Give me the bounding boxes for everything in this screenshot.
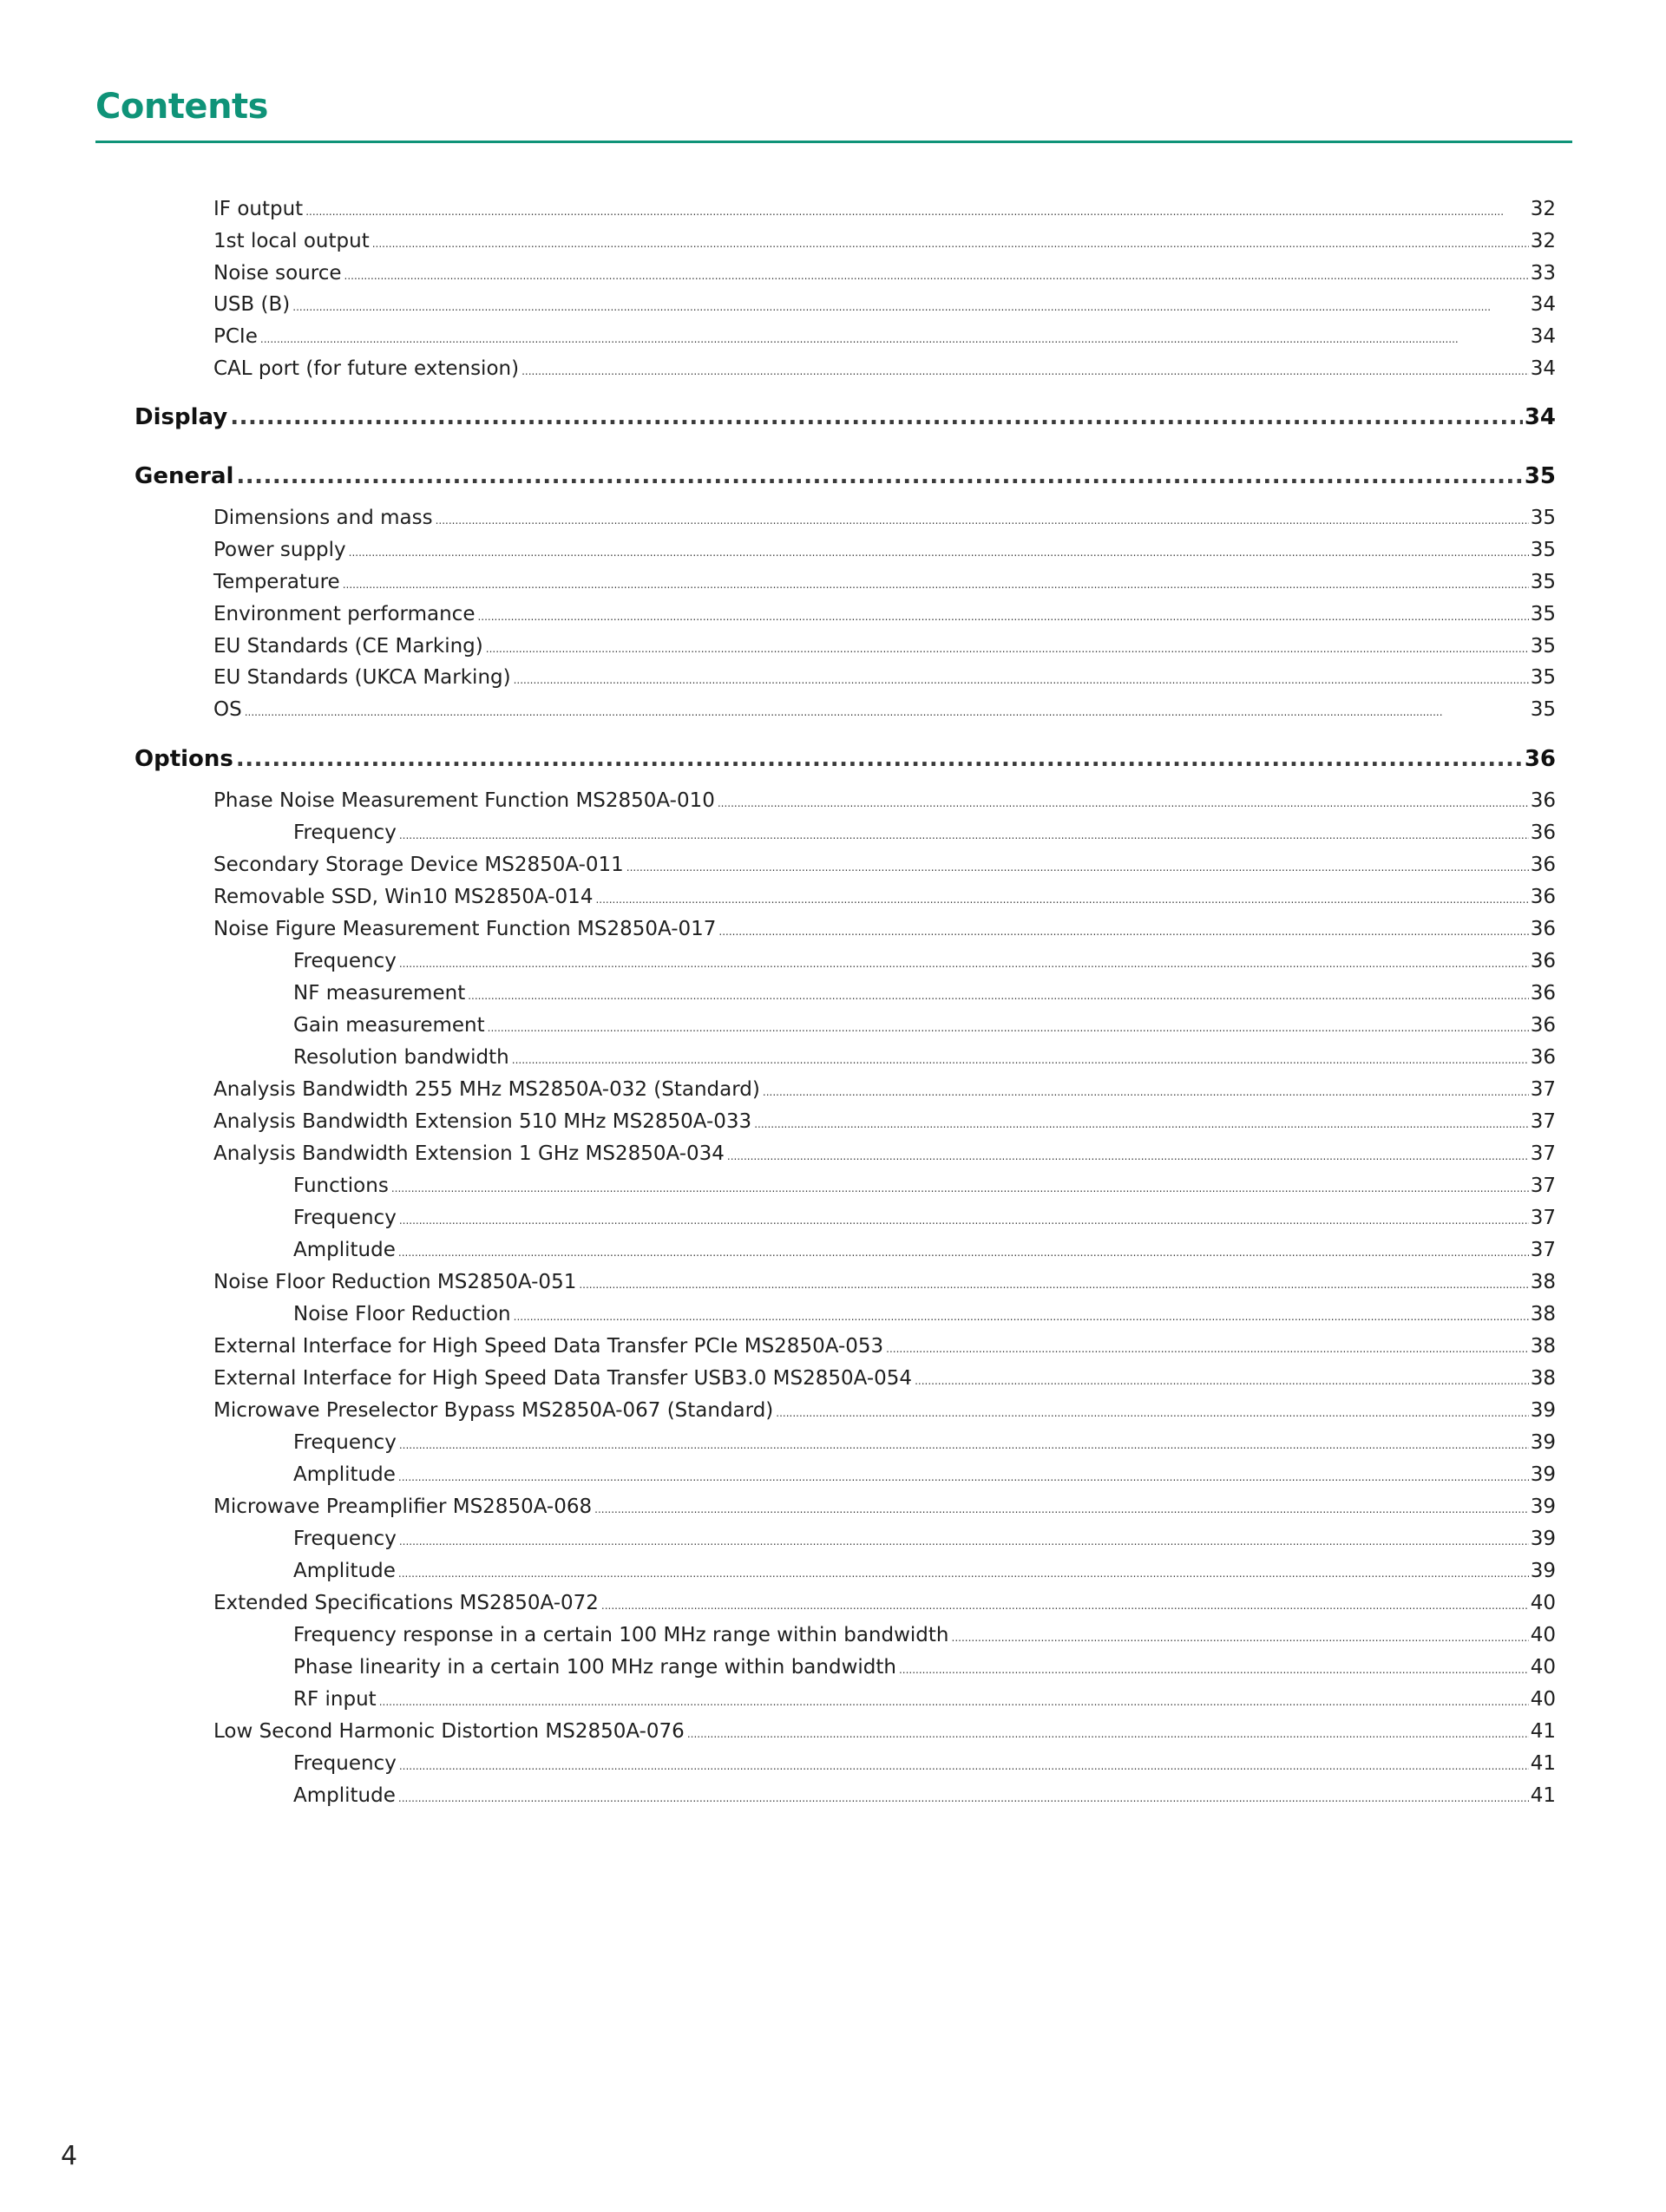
toc-entry[interactable] — [213, 507, 1556, 529]
toc-entry[interactable] — [213, 571, 1556, 593]
toc-entry-label: Amplitude — [293, 1784, 396, 1807]
toc-entry-label: RF input — [293, 1688, 377, 1711]
toc-entry-page: 39 — [1530, 1463, 1556, 1486]
toc-entry[interactable] — [213, 1495, 1556, 1518]
toc-entry-page: 37 — [1530, 1175, 1556, 1197]
toc-dot-leader — [399, 958, 1529, 970]
toc-dot-leader — [398, 1247, 1529, 1259]
toc-entry-page: 40 — [1530, 1656, 1556, 1679]
toc-section-entry[interactable] — [134, 463, 1556, 489]
toc-entry-label: Noise source — [213, 262, 342, 285]
toc-entry[interactable] — [213, 262, 1556, 285]
toc-entry[interactable] — [293, 1175, 1556, 1197]
toc-entry-label: USB (B) — [213, 293, 291, 316]
toc-dot-leader — [391, 1182, 1529, 1194]
toc-entry-page: 34 — [1530, 293, 1556, 316]
toc-entry[interactable] — [293, 1046, 1556, 1069]
toc-entry[interactable] — [293, 1239, 1556, 1261]
toc-dot-leader — [230, 404, 1523, 430]
toc-dot-leader — [379, 1696, 1529, 1708]
toc-entry[interactable] — [213, 635, 1556, 658]
toc-entry[interactable] — [293, 1014, 1556, 1037]
toc-dot-leader — [436, 514, 1529, 527]
toc-entry-page: 36 — [1530, 886, 1556, 908]
toc-entry-page: 35 — [1530, 603, 1556, 625]
toc-dot-leader — [899, 1664, 1529, 1676]
toc-entry[interactable] — [213, 1335, 1556, 1358]
toc-dot-leader — [245, 706, 1529, 718]
toc-entry-page: 41 — [1530, 1752, 1556, 1775]
toc-entry-label: Temperature — [213, 571, 340, 593]
toc-entry[interactable] — [293, 1463, 1556, 1486]
toc-dot-leader — [579, 1279, 1528, 1291]
toc-dot-leader — [305, 206, 1529, 218]
toc-entry-label: IF output — [213, 198, 304, 220]
toc-entry-label: Secondary Storage Device MS2850A-011 — [213, 854, 624, 876]
toc-entry-page: 39 — [1530, 1528, 1556, 1550]
toc-entry-label: Low Second Harmonic Distortion MS2850A-076 — [213, 1720, 685, 1743]
toc-entry-label: Phase linearity in a certain 100 MHz range within bandwidth — [293, 1656, 896, 1679]
toc-entry-label: Options — [134, 746, 233, 772]
toc-entry-page: 41 — [1530, 1720, 1556, 1743]
toc-dot-leader — [399, 1439, 1529, 1451]
toc-entry[interactable] — [293, 821, 1556, 844]
toc-entry[interactable] — [213, 539, 1556, 561]
toc-dot-leader — [514, 674, 1529, 686]
toc-entry-page: 38 — [1530, 1303, 1556, 1325]
toc-dot-leader — [477, 611, 1528, 623]
toc-entry-label: EU Standards (CE Marking) — [213, 635, 483, 658]
toc-entry-page: 39 — [1530, 1431, 1556, 1454]
toc-entry-page: 39 — [1530, 1560, 1556, 1582]
toc-entry[interactable] — [213, 230, 1556, 252]
toc-entry-label: Power supply — [213, 539, 346, 561]
toc-section-entry[interactable] — [134, 404, 1556, 430]
title-divider — [95, 141, 1572, 143]
toc-entry-label: NF measurement — [293, 982, 466, 1005]
toc-dot-leader — [512, 1054, 1529, 1066]
toc-entry[interactable] — [293, 1431, 1556, 1454]
toc-entry-label: General — [134, 463, 234, 489]
toc-entry-page: 36 — [1530, 789, 1556, 812]
toc-entry-label: Removable SSD, Win10 MS2850A-014 — [213, 886, 594, 908]
toc-dot-leader — [601, 1600, 1529, 1612]
toc-entry-page: 39 — [1530, 1495, 1556, 1518]
toc-entry[interactable] — [213, 666, 1556, 689]
toc-dot-leader — [236, 746, 1523, 772]
toc-entry[interactable] — [213, 1592, 1556, 1614]
toc-entry-page: 35 — [1530, 571, 1556, 593]
toc-dot-leader — [399, 1214, 1529, 1227]
toc-entry-label: Gain measurement — [293, 1014, 485, 1037]
toc-entry[interactable] — [293, 1656, 1556, 1679]
toc-entry[interactable] — [213, 854, 1556, 876]
toc-entry-page: 35 — [1530, 698, 1556, 721]
toc-entry-label: Frequency — [293, 950, 397, 972]
toc-entry-label: External Interface for High Speed Data Transfer PCIe MS2850A-053 — [213, 1335, 884, 1358]
toc-entry-page: 36 — [1530, 950, 1556, 972]
toc-entry[interactable] — [213, 603, 1556, 625]
toc-entry-page: 36 — [1530, 1014, 1556, 1037]
toc-entry-page: 35 — [1530, 539, 1556, 561]
toc-entry-label: Analysis Bandwidth 255 MHz MS2850A-032 (Standard) — [213, 1078, 760, 1101]
toc-entry-label: Frequency — [293, 1528, 397, 1550]
toc-entry-page: 34 — [1530, 357, 1556, 380]
toc-entry[interactable] — [213, 1399, 1556, 1422]
toc-dot-leader — [595, 893, 1528, 906]
toc-entry-page: 38 — [1530, 1271, 1556, 1293]
toc-entry-label: Microwave Preselector Bypass MS2850A-067 (Standard) — [213, 1399, 774, 1422]
toc-entry-page: 37 — [1530, 1207, 1556, 1229]
toc-entry-label: EU Standards (UKCA Marking) — [213, 666, 511, 689]
toc-entry-page: 35 — [1530, 635, 1556, 658]
toc-entry-label: Noise Figure Measurement Function MS2850A-017 — [213, 918, 717, 940]
toc-entry[interactable] — [293, 1784, 1556, 1807]
toc-entry-page: 36 — [1530, 982, 1556, 1005]
toc-dot-leader — [486, 643, 1529, 655]
toc-entry-label: Noise Floor Reduction MS2850A-051 — [213, 1271, 577, 1293]
toc-entry-page: 40 — [1530, 1592, 1556, 1614]
toc-entry-page: 36 — [1530, 918, 1556, 940]
toc-entry[interactable] — [213, 886, 1556, 908]
toc-entry[interactable] — [213, 1078, 1556, 1101]
toc-entry-page: 36 — [1530, 1046, 1556, 1069]
toc-dot-leader — [398, 1792, 1529, 1804]
toc-dot-leader — [236, 463, 1522, 489]
toc-entry-label: Frequency — [293, 1431, 397, 1454]
toc-dot-leader — [398, 1471, 1529, 1483]
toc-dot-leader — [952, 1632, 1529, 1644]
toc-entry-page: 35 — [1530, 666, 1556, 689]
toc-dot-leader — [718, 797, 1529, 809]
toc-entry-page: 34 — [1530, 325, 1556, 348]
toc-entry-page: 40 — [1530, 1688, 1556, 1711]
toc-entry[interactable] — [213, 698, 1556, 721]
toc-entry-page: 37 — [1530, 1142, 1556, 1165]
toc-entry-label: Functions — [293, 1175, 389, 1197]
toc-entry-label: Frequency — [293, 1752, 397, 1775]
toc-entry-page: 36 — [1530, 854, 1556, 876]
toc-dot-leader — [915, 1375, 1529, 1387]
toc-entry[interactable] — [293, 1624, 1556, 1646]
toc-dot-leader — [776, 1407, 1528, 1419]
toc-entry-label: OS — [213, 698, 242, 721]
toc-entry[interactable] — [213, 1367, 1556, 1390]
toc-dot-leader — [521, 365, 1529, 377]
toc-entry[interactable] — [293, 1560, 1556, 1582]
toc-entry[interactable] — [213, 198, 1556, 220]
toc-entry-page: 39 — [1530, 1399, 1556, 1422]
toc-dot-leader — [754, 1118, 1529, 1130]
page-number: 4 — [61, 2141, 78, 2171]
toc-entry[interactable] — [213, 918, 1556, 940]
toc-entry-label: Amplitude — [293, 1560, 396, 1582]
toc-dot-leader — [488, 1022, 1529, 1034]
toc-dot-leader — [514, 1311, 1529, 1323]
toc-entry[interactable] — [293, 982, 1556, 1005]
toc-section-entry[interactable] — [134, 746, 1556, 772]
toc-entry-page: 33 — [1530, 262, 1556, 285]
toc-entry[interactable] — [293, 1528, 1556, 1550]
toc-dot-leader — [727, 1150, 1529, 1162]
toc-dot-leader — [399, 1535, 1529, 1548]
toc-dot-leader — [687, 1728, 1529, 1740]
toc-entry-label: CAL port (for future extension) — [213, 357, 520, 380]
toc-entry-label: Analysis Bandwidth Extension 510 MHz MS2850A-033 — [213, 1110, 752, 1133]
toc-dot-leader — [886, 1343, 1529, 1355]
toc-entry-label: Frequency — [293, 821, 397, 844]
toc-entry[interactable] — [213, 1271, 1556, 1293]
toc-dot-leader — [349, 546, 1529, 559]
toc-entry-label: Display — [134, 404, 228, 430]
toc-entry[interactable] — [213, 789, 1556, 812]
toc-entry-label: 1st local output — [213, 230, 370, 252]
toc-entry-page: 37 — [1530, 1239, 1556, 1261]
toc-entry-label: Extended Specifications MS2850A-072 — [213, 1592, 599, 1614]
toc-entry-page: 32 — [1530, 230, 1556, 252]
toc-dot-leader — [718, 926, 1528, 938]
toc-entry-page: 34 — [1524, 404, 1556, 430]
toc-dot-leader — [468, 990, 1529, 1002]
toc-entry-label: External Interface for High Speed Data Transfer USB3.0 MS2850A-054 — [213, 1367, 913, 1390]
toc-dot-leader — [343, 579, 1529, 591]
toc-entry-label: Environment performance — [213, 603, 476, 625]
toc-entry[interactable] — [213, 357, 1556, 380]
toc-entry-page: 38 — [1530, 1335, 1556, 1358]
toc-entry-page: 37 — [1530, 1110, 1556, 1133]
toc-entry-label: Analysis Bandwidth Extension 1 GHz MS2850A-034 — [213, 1142, 725, 1165]
toc-entry-page: 38 — [1530, 1367, 1556, 1390]
toc-entry-page: 35 — [1524, 463, 1556, 489]
toc-entry-label: PCIe — [213, 325, 258, 348]
toc-dot-leader — [344, 270, 1529, 282]
toc-entry[interactable] — [213, 325, 1556, 348]
toc-dot-leader — [292, 301, 1528, 313]
toc-entry-label: Resolution bandwidth — [293, 1046, 509, 1069]
toc-dot-leader — [594, 1503, 1529, 1515]
toc-entry-label: Amplitude — [293, 1463, 396, 1486]
toc-dot-leader — [763, 1086, 1529, 1098]
toc-dot-leader — [398, 1567, 1529, 1580]
toc-entry[interactable] — [293, 1688, 1556, 1711]
toc-entry-page: 32 — [1530, 198, 1556, 220]
toc-entry-page: 35 — [1530, 507, 1556, 529]
toc-dot-leader — [260, 333, 1529, 345]
toc-entry-page: 36 — [1530, 821, 1556, 844]
toc-dot-leader — [626, 861, 1529, 874]
toc-entry[interactable] — [213, 1142, 1556, 1165]
toc-entry-page: 36 — [1524, 746, 1556, 772]
toc-entry[interactable] — [213, 1110, 1556, 1133]
toc-entry[interactable] — [213, 1720, 1556, 1743]
toc-entry[interactable] — [293, 1752, 1556, 1775]
toc-entry-label: Amplitude — [293, 1239, 396, 1261]
toc-entry-label: Frequency — [293, 1207, 397, 1229]
toc-entry-label: Frequency response in a certain 100 MHz range within bandwidth — [293, 1624, 949, 1646]
toc-entry-page: 37 — [1530, 1078, 1556, 1101]
toc-entry[interactable] — [293, 1207, 1556, 1229]
page-title: Contents — [95, 87, 268, 127]
toc-entry-label: Phase Noise Measurement Function MS2850A-010 — [213, 789, 715, 812]
toc-entry[interactable] — [293, 950, 1556, 972]
toc-dot-leader — [399, 1760, 1529, 1772]
toc-entry-label: Noise Floor Reduction — [293, 1303, 511, 1325]
toc-entry[interactable] — [293, 1303, 1556, 1325]
toc-entry-label: Dimensions and mass — [213, 507, 433, 529]
toc-entry-page: 41 — [1530, 1784, 1556, 1807]
toc-dot-leader — [399, 829, 1529, 841]
toc-entry-label: Microwave Preamplifier MS2850A-068 — [213, 1495, 593, 1518]
toc-dot-leader — [372, 238, 1529, 250]
toc-entry-page: 40 — [1530, 1624, 1556, 1646]
toc-entry[interactable] — [213, 293, 1556, 316]
